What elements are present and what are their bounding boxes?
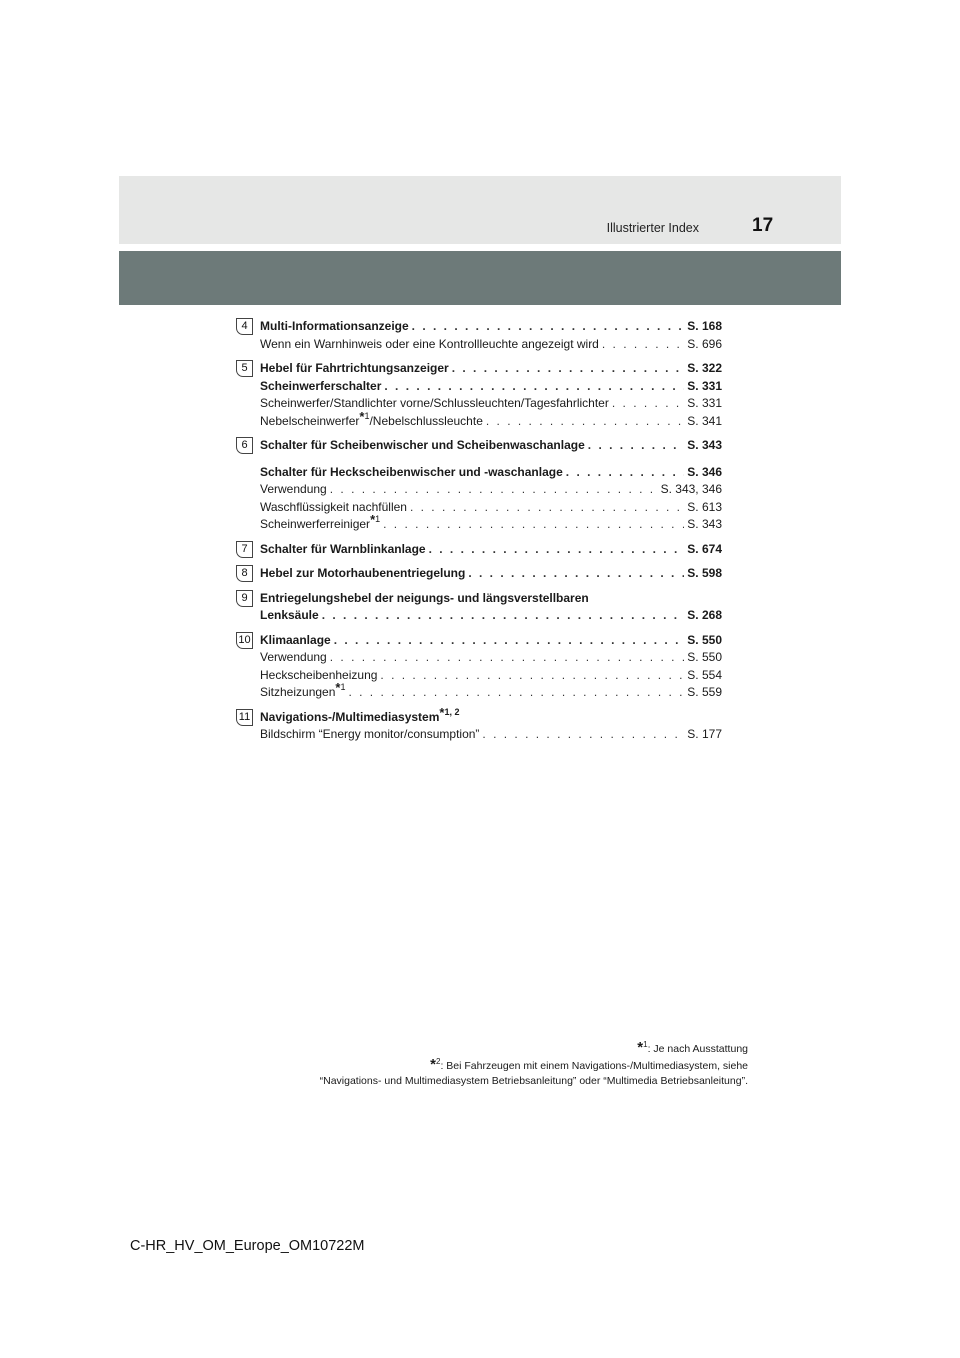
topic-text: Scheinwerfer/Standlichter vorne/Schlussleuchten/Tagesfahrlichter bbox=[260, 396, 609, 410]
index-topic bbox=[260, 726, 479, 744]
chapter-band bbox=[119, 251, 841, 305]
page-reference[interactable]: S. 559 bbox=[687, 685, 722, 699]
page-reference[interactable]: S. 343, 346 bbox=[660, 482, 722, 496]
index-line[interactable] bbox=[260, 360, 722, 378]
footnote-2: *$^2$: Bei Fahrzeugen mit einem Navigations-/Multimediasystem, siehe bbox=[430, 1056, 748, 1073]
index-topic bbox=[260, 649, 327, 667]
index-line[interactable] bbox=[260, 378, 722, 396]
footnote-marker: *1 bbox=[370, 512, 381, 527]
page-reference[interactable]: S. 322 bbox=[687, 361, 722, 375]
index-topic bbox=[260, 395, 609, 413]
page-reference[interactable]: S. 343 bbox=[687, 438, 722, 452]
index-entry bbox=[236, 360, 722, 430]
dot-leader bbox=[452, 360, 685, 378]
page-reference[interactable]: S. 550 bbox=[687, 632, 722, 647]
dot-leader bbox=[612, 395, 684, 413]
index-entry bbox=[236, 590, 722, 625]
topic-text: Schalter für Scheibenwischer und Scheibenwaschanlage bbox=[260, 438, 585, 452]
callout-number-badge: 9 bbox=[236, 590, 253, 607]
topic-text: Nebelscheinwerfer bbox=[260, 413, 360, 428]
dot-leader bbox=[334, 632, 685, 650]
index-entry bbox=[236, 632, 722, 702]
index-line[interactable] bbox=[260, 590, 722, 608]
footnote-marker: *1 bbox=[359, 408, 370, 424]
index-topic bbox=[260, 541, 426, 559]
page-reference[interactable]: S. 268 bbox=[687, 608, 722, 622]
index-line[interactable] bbox=[260, 464, 722, 482]
page-reference[interactable]: S. 343 bbox=[687, 517, 722, 531]
footnote-marker: *1 bbox=[335, 680, 346, 695]
index-line[interactable] bbox=[260, 395, 722, 413]
page-reference[interactable]: S. 177 bbox=[687, 727, 722, 741]
index-line[interactable] bbox=[260, 632, 722, 650]
page-reference[interactable]: S. 613 bbox=[687, 499, 722, 514]
page-reference[interactable]: S. 341 bbox=[687, 413, 722, 428]
dot-leader bbox=[410, 499, 684, 517]
header-band bbox=[119, 176, 841, 244]
index-line[interactable] bbox=[260, 318, 722, 336]
index-line[interactable] bbox=[260, 607, 722, 625]
topic-text: Waschflüssigkeit nachfüllen bbox=[260, 499, 407, 514]
illustrated-index-list bbox=[236, 318, 722, 751]
footnote-1: *$^1$: Je nach Ausstattung bbox=[637, 1039, 748, 1056]
page-reference[interactable]: S. 550 bbox=[687, 650, 722, 664]
index-line[interactable] bbox=[260, 408, 722, 431]
topic-text: Scheinwerferreiniger bbox=[260, 517, 371, 531]
topic-text: Schalter für Warnblinkanlage bbox=[260, 541, 426, 556]
dot-leader bbox=[588, 437, 685, 455]
page-reference[interactable]: S. 346 bbox=[687, 464, 722, 479]
dot-leader bbox=[322, 607, 685, 625]
index-topic bbox=[260, 360, 449, 378]
dot-leader bbox=[330, 649, 685, 667]
index-entry bbox=[236, 437, 722, 534]
page-reference[interactable]: S. 674 bbox=[687, 541, 722, 556]
topic-text: Hebel zur Motorhaubenentriegelung bbox=[260, 566, 466, 580]
index-topic bbox=[260, 607, 319, 625]
index-topic bbox=[260, 565, 465, 583]
page-reference[interactable]: S. 168 bbox=[687, 319, 722, 333]
dot-leader bbox=[330, 481, 658, 499]
dot-leader bbox=[566, 464, 685, 482]
topic-text: Hebel für Fahrtrichtungsanzeiger bbox=[260, 361, 449, 375]
index-line[interactable] bbox=[260, 336, 722, 354]
index-line[interactable] bbox=[260, 726, 722, 744]
topic-text: Lenksäule bbox=[260, 608, 319, 622]
index-topic bbox=[260, 336, 599, 354]
index-line[interactable] bbox=[260, 704, 722, 727]
dot-leader bbox=[429, 541, 685, 559]
index-entry bbox=[236, 541, 722, 559]
index-topic bbox=[260, 408, 483, 431]
index-entry bbox=[236, 565, 722, 583]
index-line[interactable] bbox=[260, 512, 722, 534]
index-topic bbox=[260, 464, 563, 482]
dot-leader bbox=[602, 336, 684, 354]
dot-leader bbox=[384, 378, 684, 396]
index-topic bbox=[260, 667, 377, 685]
dot-leader bbox=[383, 516, 684, 534]
callout-number-badge: 8 bbox=[236, 565, 253, 582]
index-line[interactable] bbox=[260, 565, 722, 583]
index-topic bbox=[260, 590, 589, 608]
page-reference[interactable]: S. 598 bbox=[687, 566, 722, 580]
page-reference[interactable]: S. 554 bbox=[687, 667, 722, 682]
footnote-2-continued: “Navigations- und Multimediasystem Betriebsanleitung” oder “Multimedia Betriebsanleitung”. bbox=[319, 1075, 748, 1087]
index-topic bbox=[260, 437, 585, 455]
topic-text: Bildschirm “Energy monitor/consumption” bbox=[260, 727, 480, 741]
topic-text: Wenn ein Warnhinweis oder eine Kontrollleuchte angezeigt wird bbox=[260, 336, 599, 351]
topic-text: Entriegelungshebel der neigungs- und längsverstellbaren bbox=[260, 590, 589, 605]
index-topic bbox=[260, 318, 409, 336]
dot-leader bbox=[380, 667, 684, 685]
page-reference[interactable]: S. 696 bbox=[687, 336, 722, 351]
page-reference[interactable]: S. 331 bbox=[687, 396, 722, 410]
callout-number-badge: 5 bbox=[236, 360, 253, 377]
callout-number-badge: 10 bbox=[236, 632, 253, 649]
callout-number-badge: 7 bbox=[236, 541, 253, 558]
dot-leader bbox=[348, 684, 684, 702]
topic-text: Multi-Informationsanzeige bbox=[260, 319, 409, 333]
index-line[interactable] bbox=[260, 667, 722, 685]
topic-text: Verwendung bbox=[260, 650, 327, 664]
callout-number-badge: 4 bbox=[236, 318, 253, 335]
index-topic bbox=[260, 512, 381, 534]
topic-text: Klimaanlage bbox=[260, 632, 331, 647]
index-line[interactable] bbox=[260, 680, 722, 702]
topic-text: Verwendung bbox=[260, 482, 327, 496]
topic-text: Heckscheibenheizung bbox=[260, 667, 378, 682]
callout-number-badge: 11 bbox=[236, 709, 253, 726]
index-line[interactable] bbox=[260, 499, 722, 517]
section-label: Illustrierter Index bbox=[606, 221, 699, 235]
index-topic bbox=[260, 632, 331, 650]
callout-number-badge: 6 bbox=[236, 437, 253, 454]
topic-text: Schalter für Heckscheibenwischer und -waschanlage bbox=[260, 464, 563, 479]
dot-leader bbox=[482, 726, 684, 744]
index-topic bbox=[260, 704, 460, 727]
topic-text: Navigations-/Multimediasystem bbox=[260, 709, 440, 724]
page-reference[interactable]: S. 331 bbox=[687, 378, 722, 393]
index-line[interactable] bbox=[260, 541, 722, 559]
index-topic bbox=[260, 481, 327, 499]
index-line[interactable] bbox=[260, 437, 722, 455]
topic-text: Sitzheizungen bbox=[260, 685, 336, 699]
document-code: C-HR_HV_OM_Europe_OM10722M bbox=[130, 1238, 365, 1254]
dot-leader bbox=[468, 565, 684, 583]
dot-leader bbox=[412, 318, 685, 336]
footnotes bbox=[148, 1040, 748, 1089]
page-number: 17 bbox=[752, 215, 774, 236]
index-entry bbox=[236, 318, 722, 353]
topic-text: Scheinwerferschalter bbox=[260, 378, 382, 393]
index-topic bbox=[260, 378, 381, 396]
spacer bbox=[260, 455, 722, 464]
dot-leader bbox=[486, 413, 684, 431]
index-topic bbox=[260, 499, 407, 517]
topic-text-continued: /Nebelschlussleuchte bbox=[369, 413, 483, 428]
index-line[interactable] bbox=[260, 481, 722, 499]
index-line[interactable] bbox=[260, 649, 722, 667]
index-entry bbox=[236, 704, 722, 744]
footnote-marker: *1, 2 bbox=[439, 704, 460, 720]
index-topic bbox=[260, 680, 346, 702]
